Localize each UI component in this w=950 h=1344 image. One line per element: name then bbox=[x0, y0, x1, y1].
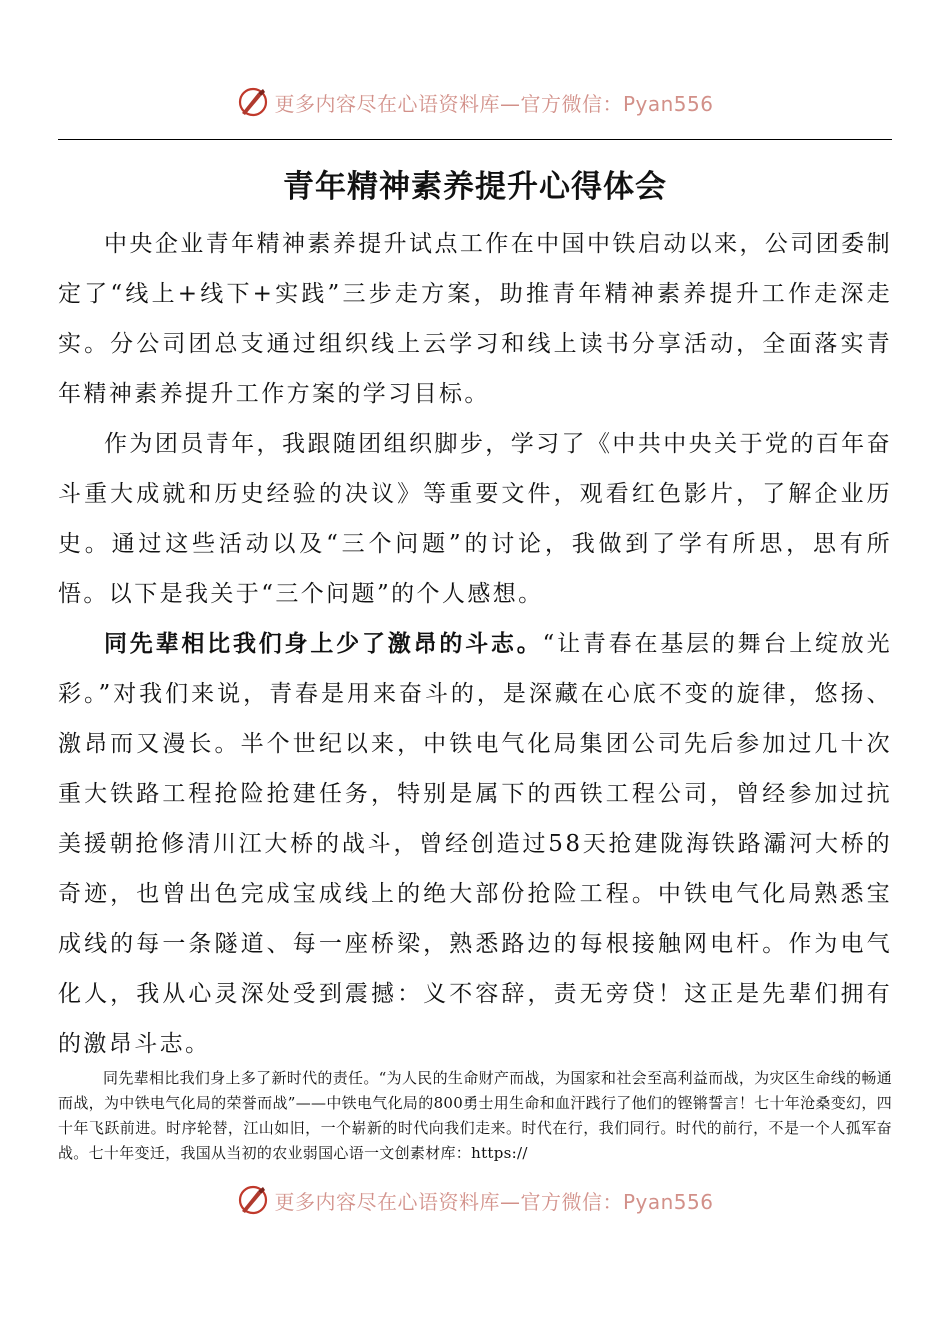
small-paragraph: 同先辈相比我们身上多了新时代的责任。“为人民的生命财产而战，为国家和社会至高利益而战，为灾区生命线的畅通而战，为中铁电气化局的荣誉而战”——中铁电气化局的800勇士用生命和血汗践行了他们的铿锵誓言！七十年沧桑变幻，四十年飞跃前进。时序轮替，江山如旧，一个崭新的时代向我们走来。时代在行，我们同行。时代的前行，不是一个人孤军奋战。七十年变迁，我国从当初的农业弱国心语一文创素材库：https:// bbox=[58, 1069, 892, 1162]
paragraph-text: 作为团员青年，我跟随团组织脚步，学习了《中共中央关于党的百年奋斗重大成就和历史经验的决议》等重要文件，观看红色影片，了解企业历史。通过这些活动以及“三个问题”的讨论，我做到了学有所思，思有所悟。以下是我关于“三个问题”的个人感想。 bbox=[58, 431, 892, 607]
paragraph-lead-heading: 同先辈相比我们身上少了激昂的斗志。 bbox=[104, 630, 543, 657]
paragraph bbox=[58, 219, 892, 419]
document-body bbox=[58, 219, 892, 1069]
small-print-section bbox=[58, 1066, 892, 1166]
watermark-footer bbox=[0, 1180, 950, 1220]
paragraph-text: 中央企业青年精神素养提升试点工作在中国中铁启动以来，公司团委制定了“线上+线下+实践”三步走方案，助推青年精神素养提升工作走深走实。分公司团总支通过组织线上云学习和线上读书分享活动，全面落实青年精神素养提升工作方案的学习目标。 bbox=[58, 231, 892, 407]
pen-circle-logo-icon bbox=[236, 1183, 270, 1217]
watermark-text: 更多内容尽在心语资料库—官方微信：Pyan556 bbox=[274, 91, 714, 116]
paragraph bbox=[58, 619, 892, 1069]
paragraph bbox=[58, 419, 892, 619]
watermark-text: 更多内容尽在心语资料库—官方微信：Pyan556 bbox=[274, 1189, 714, 1214]
watermark-header bbox=[0, 82, 950, 122]
page-title: 青年精神素养提升心得体会 bbox=[283, 168, 667, 205]
header-divider bbox=[58, 139, 892, 140]
pen-circle-logo-icon bbox=[236, 85, 270, 119]
paragraph-text: “让青春在基层的舞台上绽放光彩。”对我们来说，青春是用来奋斗的，是深藏在心底不变的旋律，悠扬、激昂而又漫长。半个世纪以来，中铁电气化局集团公司先后参加过几十次重大铁路工程抢险抢建任务，特别是属下的西铁工程公司，曾经参加过抗美援朝抢修清川江大桥的战斗，曾经创造过58天抢建陇海铁路灞河大桥的奇迹，也曾出色完成宝成线上的绝大部份抢险工程。中铁电气化局熟悉宝成线的每一条隧道、每一座桥梁，熟悉路边的每根接触网电杆。作为电气化人，我从心灵深处受到震撼：义不容辞，责无旁贷！这正是先辈们拥有的激昂斗志。 bbox=[58, 631, 892, 1057]
